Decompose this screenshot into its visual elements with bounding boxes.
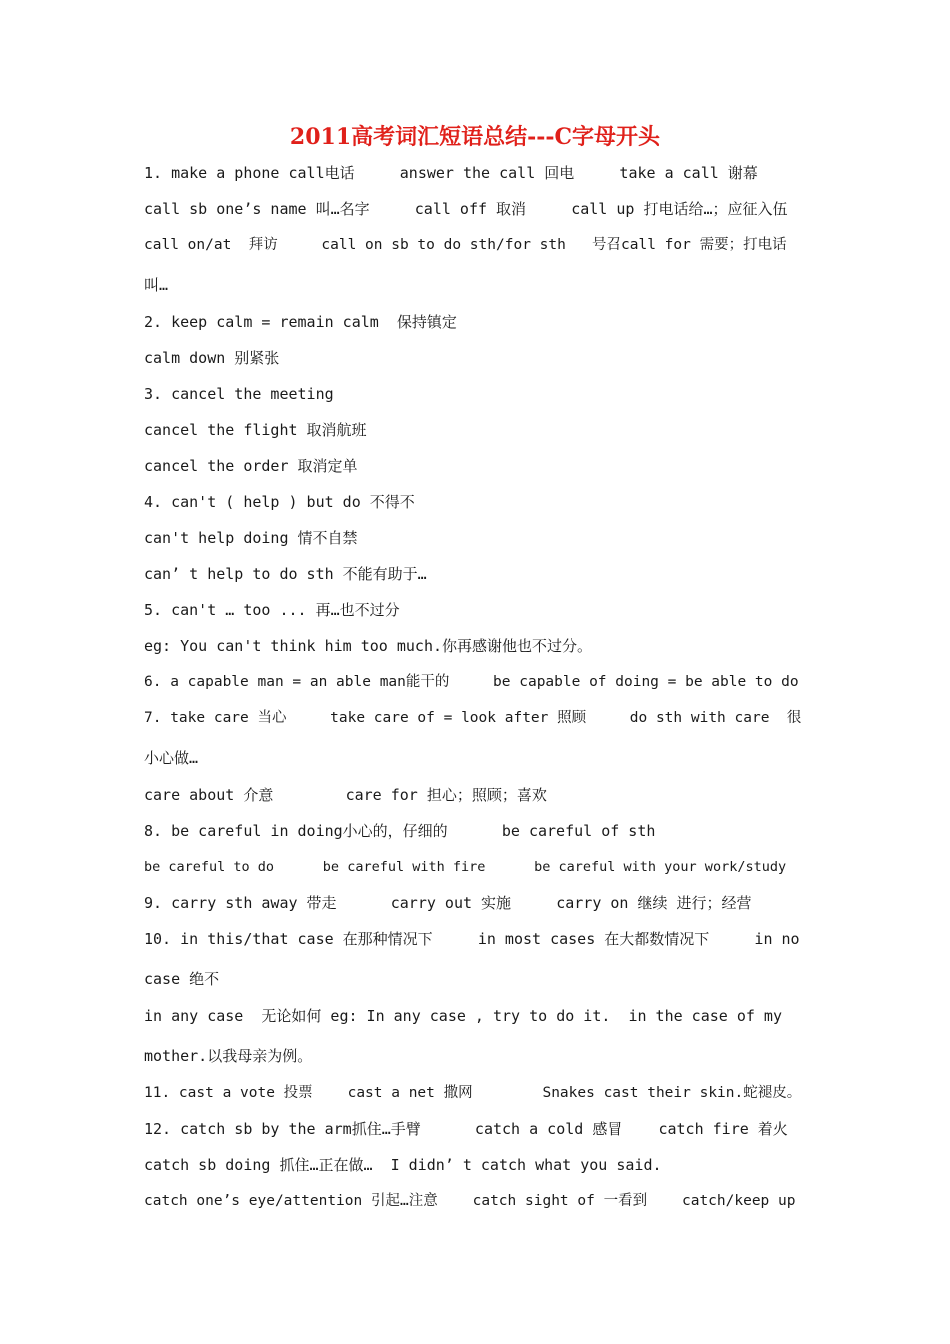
text-line: 7. take care 当心 take care of = look after 照顾 do sth with care 很 (144, 710, 802, 726)
text-line: calm down 别紧张 (144, 349, 280, 367)
text-line: care about 介意 care for 担心；照顾；喜欢 (144, 786, 547, 804)
text-line: call on/at 拜访 call on sb to do sth/for sth 号召call for 需要；打电话 (144, 237, 787, 253)
text-line: 小心做… (144, 749, 199, 767)
text-line: 3. cancel the meeting (144, 385, 334, 403)
text-line: 12. catch sb by the arm抓住…手臂 catch a cold 感冒 catch fire 着火 (144, 1120, 788, 1138)
text-line: 5. can't … too ... 再…也不过分 (144, 601, 400, 619)
text-line: eg: You can't think him too much.你再感谢他也不过分。 (144, 637, 593, 655)
page-title: 2011高考词汇短语总结---C字母开头 (289, 124, 661, 150)
text-line: cancel the order 取消定单 (144, 457, 358, 475)
text-line: 叫… (144, 276, 169, 294)
text-line: catch sb doing 抓住…正在做… I didn’ t catch what you said. (144, 1156, 662, 1174)
text-line: mother.以我母亲为例。 (144, 1047, 313, 1065)
text-line: 11. cast a vote 投票 cast a net 撒网 Snakes cast their skin.蛇褪皮。 (144, 1085, 802, 1101)
text-line: in any case 无论如何 eg: In any case , try to do it. in the case of my (144, 1007, 782, 1025)
text-line: catch one’s eye/attention 引起…注意 catch sight of 一看到 catch/keep up (144, 1193, 796, 1209)
text-line: 10. in this/that case 在那种情况下 in most cases 在大都数情况下 in no (144, 930, 800, 948)
text-line: 4. can't ( help ) but do 不得不 (144, 493, 415, 511)
text-line: 2. keep calm = remain calm 保持镇定 (144, 313, 457, 331)
text-line: case 绝不 (144, 970, 220, 988)
text-line: 9. carry sth away 带走 carry out 实施 carry on 继续 进行；经营 (144, 894, 752, 912)
text-line: can’ t help to do sth 不能有助于… (144, 565, 427, 583)
text-line: can't help doing 情不自禁 (144, 529, 358, 547)
text-line: 8. be careful in doing小心的，仔细的 be careful of sth (144, 822, 656, 840)
text-line: be careful to do be careful with fire be careful with your work/study (144, 859, 787, 875)
text-line: cancel the flight 取消航班 (144, 421, 367, 439)
text-line: 6. a capable man = an able man能干的 be capable of doing = be able to do (144, 674, 799, 690)
text-line: call sb one’s name 叫…名字 call off 取消 call up 打电话给…；应征入伍 (144, 200, 788, 218)
text-line: 1. make a phone call电话 answer the call 回电 take a call 谢幕 (144, 164, 758, 182)
